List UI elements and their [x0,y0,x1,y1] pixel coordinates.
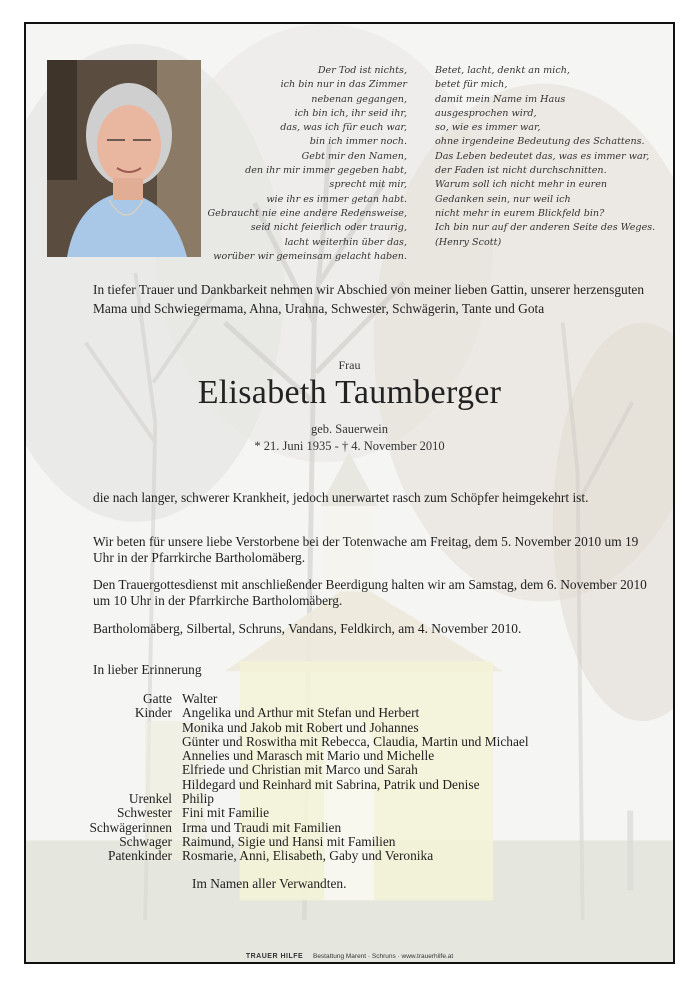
vigil-text: Wir beten für unsere liebe Verstorbene bei der Totenwache am Freitag, dem 5. November 2010 um 19 Uhr in der Pfarrkirche Bartholomäberg. [93,534,639,565]
relative-row [26,763,646,777]
poem-right-line: Warum soll ich nicht mehr in euren [435,179,608,191]
relative-row [26,849,646,863]
funeral-mass-text: Den Trauergottesdienst mit anschließender Beerdigung halten wir am Samstag, dem 6. November 2010 um 10 Uhr in der Pfarrkirche Bartholomäberg. [93,577,647,608]
relative-names: Fini mit Familie [182,805,270,821]
poem-right-line: Das Leben bedeutet das, was es immer war, [435,150,650,162]
relative-row [26,735,646,749]
relative-role [26,763,182,777]
death-notice-text: die nach langer, schwerer Krankheit, jedoch unerwartet rasch zum Schöpfer heimgekehrt ist. [93,490,589,505]
relative-row [26,835,646,849]
relative-role: Schwester [116,805,172,821]
relative-row [26,692,646,706]
relative-role: Patenkinder [108,848,172,864]
poem-left-line: Gebraucht nie eine andere Redensweise, [207,207,407,219]
poem-right-line: Ich bin nur auf der anderen Seite des Weges. [435,222,656,234]
relative-row [26,706,646,720]
relative-role [26,749,182,763]
relative-role: Schwägerinnen [89,819,172,835]
salutation: Frau [338,358,361,372]
poem-right-line: damit mein Name im Haus [435,93,566,105]
relative-names: Rosmarie, Anni, Elisabeth, Gaby und Veronika [182,848,434,864]
poem-right-line: so, wie es immer war, [435,122,541,134]
poem-left-line: seid nicht feierlich oder traurig, [250,222,407,234]
poem-right-line: betet für mich, [435,79,508,91]
maiden-name: geb. Sauerwein [310,422,389,436]
footer-brand: TRAUER HILFE [245,953,304,960]
relative-names: Irma und Traudi mit Familien [182,819,342,835]
poem-left-line: nebenan gegangen, [311,93,407,105]
poem-left-line: wie ihr es immer getan habt. [266,193,407,205]
relative-role [26,721,182,735]
poem-right-line: nicht mehr in eurem Blickfeld bin? [435,207,605,219]
poem-left-line: sprecht mit mir, [329,179,407,191]
footer [26,953,673,960]
relative-names: Annelies und Marasch mit Mario und Michelle [182,748,435,764]
relative-names: Angelika und Arthur mit Stefan und Herbert [182,705,420,721]
poem-left-line: den ihr mir immer gegeben habt, [245,165,407,177]
closing-line: Im Namen aller Verwandten. [192,876,347,891]
in-memory-heading: In lieber Erinnerung [93,662,202,677]
relative-role: Urenkel [128,791,172,807]
poem-right-line: der Faden ist nicht durchschnitten. [435,165,607,177]
relative-names: Philip [182,791,214,807]
relative-role [26,735,182,749]
obituary-card [24,22,675,964]
relative-row [26,806,646,820]
relative-row [26,821,646,835]
portrait-photo [47,60,201,257]
relative-names: Günter und Roswitha mit Rebecca, Claudia, Martin und Michael [182,733,529,749]
poem-left-line: ich bin nur in das Zimmer [280,79,407,91]
relative-role: Gatte [143,691,172,706]
place-date-text: Bartholomäberg, Silbertal, Schruns, Vandans, Feldkirch, am 4. November 2010. [93,621,522,636]
relatives-list [26,692,646,864]
poem-left-line: lacht weiterhin über das, [284,236,407,248]
poem-right-line: Betet, lacht, denkt an mich, [435,65,570,76]
relative-role: Kinder [134,705,172,721]
deceased-name: Elisabeth Taumberger [197,374,502,411]
relative-role: Schwager [119,833,172,849]
relative-row [26,778,646,792]
relative-names: Elfriede und Christian mit Marco und Sarah [182,762,418,778]
relative-names: Monika und Jakob mit Robert und Johannes [182,719,419,735]
relative-row [26,792,646,806]
poem-right-column [435,64,655,250]
poem-left-line: das, was ich für euch war, [280,122,407,134]
poem-left-column [207,64,407,264]
relative-row [26,721,646,735]
poem-left-line: Der Tod ist nichts, [317,65,407,76]
life-dates: * 21. Juni 1935 - † 4. November 2010 [254,439,445,453]
relative-names: Walter [182,691,218,706]
poem-left-line: bin ich immer noch. [309,136,407,148]
poem-left-line: worüber wir gemeinsam gelacht haben. [213,250,407,262]
poem-right-line: (Henry Scott) [435,236,502,248]
poem-left-line: Gebt mir den Namen, [301,150,407,162]
poem-right-line: ohne irgendeine Bedeutung des Schattens. [435,136,645,148]
relative-role [26,778,182,792]
relative-names: Raimund, Sigie und Hansi mit Familien [182,833,396,849]
poem-right-line: ausgesprochen wird, [435,107,537,119]
relative-row [26,749,646,763]
poem-right-line: Gedanken sein, nur weil ich [435,193,571,205]
poem-left-line: ich bin ich, ihr seid ihr, [294,107,407,119]
relative-names: Hildegard und Reinhard mit Sabrina, Patrik und Denise [182,776,480,792]
footer-text: Bestattung Marent · Schruns · www.trauerhilfe.at [312,953,454,960]
intro-text: In tiefer Trauer und Dankbarkeit nehmen wir Abschied von meiner lieben Gattin, unserer herzensguten Mama und Schwiegermama, Ahna, Urahna, Schwester, Schwägerin, Tante und Gota [93,282,645,316]
